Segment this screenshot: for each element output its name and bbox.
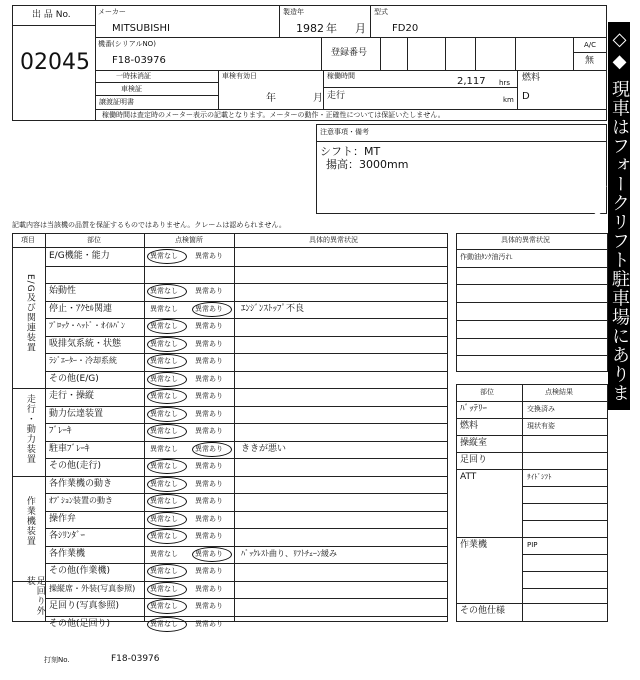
check-normal-exists: 異常あり — [195, 357, 223, 365]
reg-col-6 — [573, 37, 574, 70]
check-normal-none: 異常なし — [150, 409, 178, 418]
check-normal-none: 異常なし — [150, 619, 178, 628]
registration-label: 登録番号 — [331, 48, 368, 58]
mileage-label: 走行 — [327, 91, 346, 101]
table-row-line — [45, 563, 447, 564]
table-row-line — [45, 441, 447, 442]
hours-label: 稼働時間 — [327, 72, 355, 80]
selection-circle — [147, 564, 187, 579]
check-normal-none: 異常なし — [150, 339, 178, 348]
selection-circle — [192, 547, 232, 562]
right-detail-line-1: 作動油ﾀﾝｸ油汚れ — [460, 253, 513, 261]
table-row-line — [45, 616, 447, 617]
table-row-line — [45, 493, 447, 494]
detail-row-line — [456, 338, 608, 339]
selection-circle — [147, 319, 187, 334]
selection-circle — [192, 302, 232, 317]
group-label-drive: 走行・動力装置 — [24, 394, 35, 464]
group-label-eg: E/G及び関連装置 — [24, 274, 35, 353]
row-part-label: その他(E/G) — [49, 373, 99, 384]
results-value: 現状有姿 — [527, 422, 555, 430]
serial-divider — [321, 37, 322, 70]
results-part: ATT — [460, 472, 477, 482]
check-normal-exists: 異常あり — [195, 462, 223, 470]
selection-circle — [147, 337, 187, 352]
header-row1-line — [95, 37, 607, 38]
results-part: 足回り — [460, 455, 488, 465]
table-row-line — [13, 476, 447, 477]
results-part: その他仕様 — [460, 606, 506, 616]
notes-header-line — [316, 141, 607, 142]
detail-row-line — [456, 284, 608, 285]
selection-circle — [147, 617, 187, 632]
reg-col-2 — [407, 37, 408, 70]
check-normal-none: 異常なし — [150, 392, 178, 400]
check-normal-exists: 異常あり — [195, 532, 223, 540]
right-detail-label: 具体的異常状況 — [501, 236, 550, 244]
check-normal-none: 異常なし — [150, 357, 178, 365]
check-normal-none: 異常なし — [150, 444, 178, 453]
check-normal-exists: 異常あり — [195, 287, 223, 295]
results-value: PIP — [527, 541, 538, 549]
check-normal-none: 異常なし — [150, 584, 178, 593]
detail-row-line — [456, 302, 608, 303]
ac-split — [573, 52, 607, 53]
row-part-label: 操作弁 — [49, 513, 77, 524]
selection-circle — [147, 477, 187, 492]
row-part-label: 各作業機 — [49, 548, 86, 559]
check-normal-none: 異常なし — [150, 304, 178, 313]
results-subrow-line — [522, 571, 608, 572]
inspection-label: 車検有効日 — [222, 72, 257, 80]
group-label-work: 作業機装置 — [24, 496, 35, 546]
year-value: 1982 — [296, 22, 324, 35]
check-normal-none: 異常なし — [150, 374, 178, 383]
detail-col-header: 具体的異常状況 — [309, 236, 358, 244]
maker-divider — [279, 5, 280, 37]
fuel-label: 燃料 — [522, 73, 541, 83]
check-normal-exists: 異常あり — [195, 304, 223, 313]
check-normal-none: 異常なし — [150, 479, 178, 488]
results-value: ｻｲﾄﾞｼﾌﾄ — [527, 473, 552, 481]
table-header-line — [13, 247, 447, 248]
check-normal-exists: 異常あり — [195, 497, 223, 505]
model-value: FD20 — [392, 23, 419, 34]
reg-col-1 — [380, 37, 381, 70]
month-unit: 月 — [355, 22, 366, 35]
results-subrow-line — [522, 503, 608, 504]
table-row-line — [45, 266, 447, 267]
check-normal-none: 異常なし — [150, 549, 178, 558]
row-part-label: その他(作業機) — [49, 566, 111, 576]
maker-label: メーカー — [98, 8, 126, 16]
ac-label: A/C — [584, 41, 597, 49]
results-row-line — [456, 603, 608, 604]
notes-line-2: 揚高：3000mm — [326, 158, 409, 171]
table-row-line — [45, 546, 447, 547]
selection-circle — [147, 354, 187, 369]
year-divider — [370, 5, 371, 37]
location-banner: ◇◆ 現車はフォークリフト駐車場にあります ◆◇ — [587, 29, 630, 403]
results-value: 交換済み — [527, 405, 555, 413]
check-normal-exists: 異常あり — [195, 409, 223, 418]
row-part-label: 始動性 — [49, 286, 77, 296]
check-normal-none: 異常なし — [150, 322, 178, 330]
results-part-header: 部位 — [480, 388, 494, 396]
results-subrow-line — [522, 554, 608, 555]
lot-divider — [95, 5, 96, 121]
selection-circle — [147, 389, 187, 404]
check-normal-none: 異常なし — [150, 514, 178, 523]
hours-split — [323, 87, 517, 88]
row-detail: ききが悪い — [241, 443, 287, 454]
table-row-line — [45, 598, 447, 599]
selection-circle — [147, 284, 187, 299]
lot-number-label: 出 品 No. — [32, 10, 71, 20]
results-row-line — [456, 537, 608, 538]
row-part-label: 操縦席・外装(写真参照) — [49, 583, 136, 593]
selection-circle — [147, 249, 187, 264]
selection-circle — [147, 512, 187, 527]
selection-circle — [192, 442, 232, 457]
check-normal-exists: 異常あり — [195, 392, 223, 400]
results-row-line — [456, 469, 608, 470]
table-row-line — [45, 458, 447, 459]
year-unit: 年 — [326, 22, 337, 35]
results-result-header: 点検結果 — [545, 388, 573, 396]
cert-line-1 — [95, 82, 218, 83]
check-col-header: 点検箇所 — [175, 236, 203, 244]
check-normal-none: 異常なし — [150, 567, 178, 575]
selection-circle — [147, 459, 187, 474]
hours-value: 2,117 — [457, 76, 486, 87]
check-normal-none: 異常なし — [150, 427, 178, 435]
fuel-value: D — [522, 91, 530, 102]
check-normal-exists: 異常あり — [195, 514, 223, 523]
row-part-label: E/G機能・能力 — [49, 251, 110, 261]
results-row-line — [456, 418, 608, 419]
row-part-label: ﾗｼﾞｴｰﾀｰ・冷却系統 — [49, 356, 117, 365]
row-part-label: その他(走行) — [49, 461, 102, 471]
row-part-label: 各ｼﾘﾝﾀﾞｰ — [49, 531, 86, 541]
row-part-label: 吸排気系統・状態 — [49, 338, 122, 349]
stamp-value: F18-03976 — [111, 654, 160, 664]
table-row-line — [45, 318, 447, 319]
table-row-line — [45, 423, 447, 424]
check-normal-exists: 異常あり — [195, 322, 223, 330]
inspection-table — [12, 233, 448, 629]
results-part: 操縦室 — [460, 438, 488, 448]
row-detail: ｴﾝｼﾞﾝｽﾄｯﾌﾟ不良 — [241, 303, 305, 314]
row-part-label: 停止・ｱｸｾﾙ関連 — [49, 303, 113, 314]
serial-value: F18-03976 — [112, 55, 166, 66]
reg-col-5 — [515, 37, 516, 70]
table-row-line — [45, 511, 447, 512]
check-normal-exists: 異常あり — [195, 549, 223, 558]
reg-col-3 — [445, 37, 446, 70]
check-normal-none: 異常なし — [150, 252, 178, 260]
check-normal-exists: 異常あり — [195, 602, 223, 610]
km-unit: km — [503, 96, 514, 104]
header-bottom-line — [95, 109, 607, 110]
table-row-line — [45, 283, 447, 284]
temp-cert-label: 一時抹消証 — [116, 72, 151, 80]
reg-col-4 — [475, 37, 476, 70]
selection-circle — [147, 599, 187, 614]
results-header-line — [456, 401, 608, 402]
model-label: 型式 — [374, 8, 388, 16]
results-part: ﾊﾞｯﾃﾘｰ — [460, 404, 488, 414]
selection-circle — [147, 582, 187, 597]
year-label: 製造年 — [283, 8, 304, 16]
vehicle-cert-label: 車検証 — [121, 85, 142, 93]
check-normal-exists: 異常あり — [195, 619, 223, 628]
table-row-line — [13, 581, 447, 582]
transfer-cert-label: 譲渡証明書 — [99, 98, 134, 106]
table-row-line — [45, 353, 447, 354]
row-part-label: ｵﾌﾟｼｮﾝ装置の動き — [49, 496, 113, 505]
results-subrow-line — [522, 520, 608, 521]
results-subrow-line — [522, 588, 608, 589]
table-row-line — [45, 528, 447, 529]
table-row-line — [45, 336, 447, 337]
detail-row-line — [456, 355, 608, 356]
results-part: 作業機 — [460, 540, 488, 550]
notes-line-1: シフト：MT — [320, 145, 381, 158]
lot-label-line — [12, 25, 95, 26]
selection-circle — [147, 407, 187, 422]
disclaimer-text: 記載内容は当該機の品質を保証するものではありません。クレームは認められません。 — [12, 221, 286, 229]
check-normal-exists: 異常あり — [195, 339, 223, 348]
row-part-label: ﾌﾞﾛｯｸ・ﾍｯﾄﾞ・ｵｲﾙﾊﾟﾝ — [49, 321, 125, 330]
selection-circle — [147, 372, 187, 387]
check-normal-exists: 異常あり — [195, 427, 223, 435]
selection-circle — [147, 424, 187, 439]
row-detail: ﾊﾞｯｸﾚｽﾄ曲り、ﾘﾌﾄﾁｪｰﾝ緩み — [241, 548, 337, 558]
item-col-header: 項目 — [21, 236, 35, 244]
results-subrow-line — [522, 486, 608, 487]
check-normal-none: 異常なし — [150, 287, 178, 295]
row-part-label: 足回り(写真参照) — [49, 601, 120, 611]
cert-divider — [218, 70, 219, 109]
lot-number: 02045 — [20, 50, 90, 75]
check-normal-exists: 異常あり — [195, 374, 223, 383]
fuel-divider — [517, 70, 518, 109]
row-part-label: 走行・操縦 — [49, 391, 95, 401]
table-row-line — [45, 406, 447, 407]
hours-note: 稼働時間は査定時のメーター表示の記載となります。メーターの動作・正確性については保証いたしません。 — [102, 111, 445, 119]
selection-circle — [147, 529, 187, 544]
table-row-line — [45, 301, 447, 302]
stamp-label: 打刻No. — [44, 656, 70, 664]
group-label-undercarriage: 足回り外装 — [24, 576, 45, 616]
part-col-header: 部位 — [87, 236, 101, 244]
detail-row-line — [456, 249, 608, 250]
selection-circle — [147, 494, 187, 509]
results-row-line — [456, 435, 608, 436]
row-part-label: 動力伝達装置 — [49, 408, 104, 419]
check-normal-exists: 異常あり — [195, 252, 223, 260]
detail-row-line — [456, 320, 608, 321]
serial-label: 機番(シリアルNO) — [98, 40, 156, 48]
check-normal-none: 異常なし — [150, 602, 178, 610]
detail-row-line — [456, 267, 608, 268]
inspection-month-unit: 月 — [313, 93, 323, 104]
check-normal-exists: 異常あり — [195, 567, 223, 575]
check-normal-none: 異常なし — [150, 462, 178, 470]
inspection-year-unit: 年 — [266, 93, 276, 104]
table-row-line — [45, 371, 447, 372]
check-normal-exists: 異常あり — [195, 584, 223, 593]
hours-unit: hrs — [499, 79, 510, 87]
table-row-line — [13, 388, 447, 389]
row-part-label: その他(足回り) — [49, 618, 111, 629]
notes-label: 注意事項・備考 — [320, 128, 369, 136]
check-normal-none: 異常なし — [150, 532, 178, 540]
ac-value: 無 — [585, 56, 595, 66]
cert-line-2 — [95, 95, 218, 96]
row-part-label: ﾌﾞﾚｰｷ — [49, 426, 72, 436]
header-row2-line — [95, 70, 607, 71]
check-normal-none: 異常なし — [150, 497, 178, 505]
check-normal-exists: 異常あり — [195, 479, 223, 488]
row-part-label: 各作業機の動き — [49, 478, 113, 489]
inspection-divider — [323, 70, 324, 109]
results-part: 燃料 — [460, 421, 479, 431]
maker-value: MITSUBISHI — [112, 23, 170, 34]
results-row-line — [456, 452, 608, 453]
check-normal-exists: 異常あり — [195, 444, 223, 453]
row-part-label: 駐車ﾌﾞﾚｰｷ — [49, 443, 90, 454]
